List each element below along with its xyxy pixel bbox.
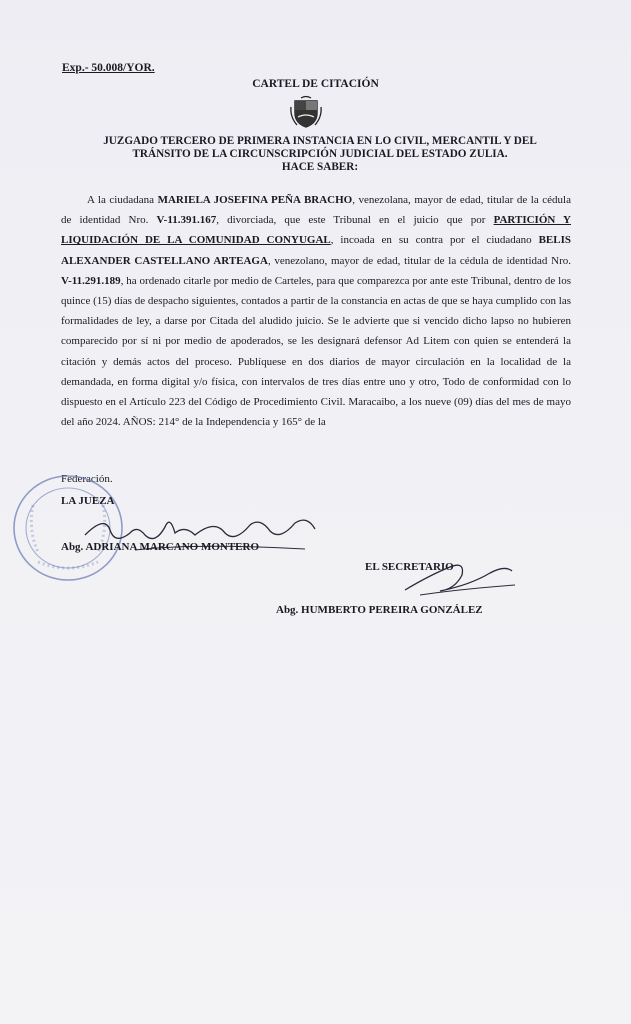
court-line-1: JUZGADO TERCERO DE PRIMERA INSTANCIA EN LO CIVIL, MERCANTIL Y DEL [103, 135, 537, 147]
body-text-4: , incoada en su contra por el ciudadano [330, 234, 539, 247]
secretary-role: EL SECRETARIO [365, 561, 454, 573]
judge-name: Abg. ADRIANA MARCANO MONTERO [61, 541, 260, 553]
plaintiff-name: BELIS ALEXANDER CASTELLANO ARTEAGA [61, 234, 571, 267]
body-text-3: , divorciada, que este Tribunal en el juicio que por [216, 214, 494, 227]
defendant-name: MARIELA JOSEFINA PEÑA BRACHO [157, 194, 353, 206]
body-text-2: , venezolana, mayor de edad, titular de la cédula de identidad Nro. [61, 194, 571, 227]
secretary-name: Abg. HUMBERTO PEREIRA GONZÁLEZ [276, 604, 483, 616]
body-text-1: A la ciudadana [87, 194, 158, 206]
plaintiff-id: V-11.291.189 [61, 274, 121, 287]
body-text-6: , ha ordenado citarle por medio de Carteles, para que comparezca por ante este Tribunal, dentro de los quince (15) días de despacho siguientes, contados a partir de la constancia en actas de que se haya cumplido con las formalidades de ley, a darse por Citada del aludido juicio. Se le advierte que si vencido dicho lapso no hubieren comparecido por sí ni por medio de apoderados, se les designará defensor Ad Litem con quien se entenderá la citación y demás actos del proceso. Publíquese en dos diarios de mayor circulación en la localidad de la demandada, en forma digital y/o física, con intervalos de tres días entre uno y otro, Todo de conformidad con lo dispuesto en el Artículo 223 del Código de Procedimiento Civil. Maracaibo, a los nueve (09) días del mes de mayo del año 2024. AÑOS: 214° de la Independencia y 165° de la [61, 274, 571, 429]
citation-body [61, 190, 571, 432]
coat-of-arms-icon [289, 95, 323, 129]
case-type: PARTICIÓN Y LIQUIDACIÓN DE LA COMUNIDAD CONYUGAL [61, 214, 571, 247]
court-line-2: TRÁNSITO DE LA CIRCUNSCRIPCIÓN JUDICIAL DEL ESTADO ZULIA. [132, 148, 508, 160]
judge-role: LA JUEZA [61, 495, 115, 507]
secretary-signature [400, 555, 520, 605]
body-text-5: , venezolano, mayor de edad, titular de la cédula de identidad Nro. [267, 254, 571, 267]
federacion-text: Federación. [61, 473, 113, 485]
document-title: CARTEL DE CITACIÓN [252, 78, 379, 90]
judge-signature [75, 505, 325, 565]
expediente-number: Exp.- 50.008/YOR. [62, 62, 155, 74]
court-heading [70, 135, 570, 174]
hace-saber: HACE SABER: [281, 161, 359, 173]
defendant-id: V-11.391.167 [156, 214, 217, 227]
